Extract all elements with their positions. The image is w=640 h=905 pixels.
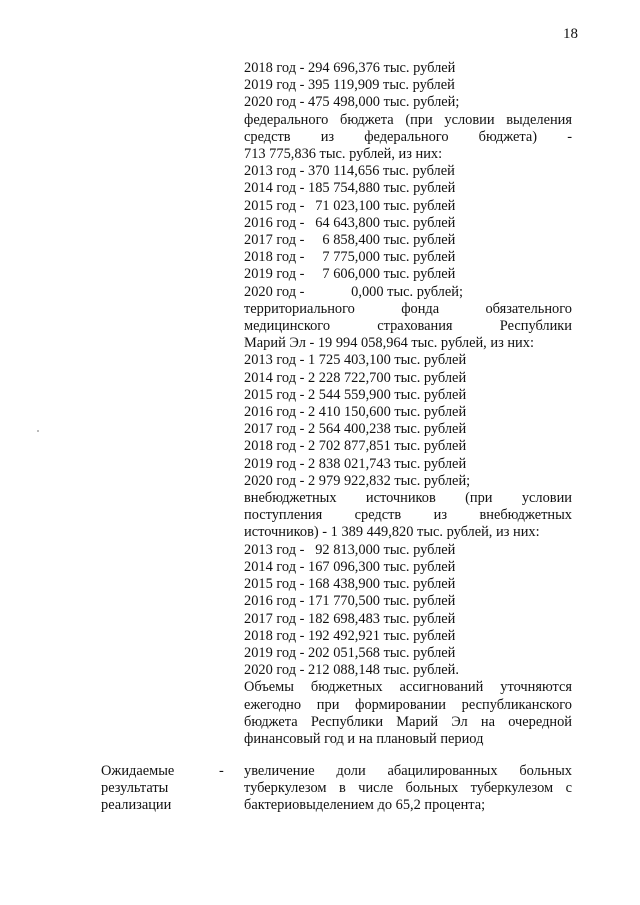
tfoms-year: 2013 год - 1 725 403,100 тыс. рублей xyxy=(244,352,467,369)
federal-intro-line: средств из федерального бюджета) - xyxy=(244,128,572,145)
budget-line: 2018 год - 294 696,376 тыс. рублей xyxy=(244,60,456,76)
tfoms-year: 2014 год - 2 228 722,700 тыс. рублей xyxy=(244,369,467,386)
tfoms-intro-line: медицинского страхования Республики xyxy=(244,318,572,335)
tfoms-intro-line: территориального фонда обязательного xyxy=(244,300,572,317)
tfoms-year: 2019 год - 2 838 021,743 тыс. рублей xyxy=(244,455,467,472)
closing-note: Объемы бюджетных ассигнований уточняются ежегодно при формировании республиканского бюджета Республики Марий Эл на очередной финансовый год и на плановый период xyxy=(244,679,572,747)
federal-year: 2018 год - 7 775,000 тыс. рублей xyxy=(244,249,456,266)
expected-results-text: увеличение доли абацилированных больных туберкулезом в числе больных туберкулезом с бактериовыделением до 65,2 процента; xyxy=(244,763,572,814)
extrabudgetary-total: источников) - 1 389 449,820 тыс. рублей, из них: xyxy=(244,524,540,541)
federal-year: 2015 год - 71 023,100 тыс. рублей xyxy=(244,197,456,214)
federal-year: 2014 год - 185 754,880 тыс. рублей xyxy=(244,180,456,197)
tfoms-year: 2020 год - 2 979 922,832 тыс. рублей; xyxy=(244,472,471,489)
federal-year: 2013 год - 370 114,656 тыс. рублей xyxy=(244,163,455,180)
page-number: 18 xyxy=(563,26,578,42)
federal-intro-line: федерального бюджета (при условии выделения xyxy=(244,111,572,128)
tfoms-year: 2015 год - 2 544 559,900 тыс. рублей xyxy=(244,386,467,403)
federal-year: 2016 год - 64 643,800 тыс. рублей xyxy=(244,214,456,231)
federal-total: 713 775,836 тыс. рублей, из них: xyxy=(244,146,443,163)
extrabudgetary-year: 2017 год - 182 698,483 тыс. рублей xyxy=(244,610,456,627)
tfoms-year: 2018 год - 2 702 877,851 тыс. рублей xyxy=(244,438,467,455)
expected-results-dash: - xyxy=(219,763,224,779)
extrabudgetary-year: 2016 год - 171 770,500 тыс. рублей xyxy=(244,593,456,610)
tfoms-total: Марий Эл - 19 994 058,964 тыс. рублей, из них: xyxy=(244,335,534,352)
tfoms-year: 2017 год - 2 564 400,238 тыс. рублей xyxy=(244,421,467,438)
budget-line: 2020 год - 475 498,000 тыс. рублей; xyxy=(244,94,460,111)
federal-year: 2019 год - 7 606,000 тыс. рублей xyxy=(244,266,456,283)
budget-line: 2019 год - 395 119,909 тыс. рублей xyxy=(244,77,455,94)
extrabudgetary-year: 2014 год - 167 096,300 тыс. рублей xyxy=(244,558,456,575)
extrabudgetary-year: 2020 год - 212 088,148 тыс. рублей. xyxy=(244,662,459,679)
extrabudgetary-intro-line: внебюджетных источников (при условии xyxy=(244,490,572,507)
federal-year: 2020 год - 0,000 тыс. рублей; xyxy=(244,283,463,300)
federal-year: 2017 год - 6 858,400 тыс. рублей xyxy=(244,232,456,249)
extrabudgetary-year: 2018 год - 192 492,921 тыс. рублей xyxy=(244,627,456,644)
scan-speck xyxy=(37,430,39,432)
tfoms-year: 2016 год - 2 410 150,600 тыс. рублей xyxy=(244,404,467,421)
budget-text xyxy=(244,60,572,748)
extrabudgetary-year: 2013 год - 92 813,000 тыс. рублей xyxy=(244,541,456,558)
extrabudgetary-year: 2015 год - 168 438,900 тыс. рублей xyxy=(244,576,456,593)
extrabudgetary-year: 2019 год - 202 051,568 тыс. рублей xyxy=(244,644,456,661)
extrabudgetary-intro-line: поступления средств из внебюджетных xyxy=(244,507,572,524)
expected-results-label: Ожидаемые результаты реализации xyxy=(101,763,175,814)
